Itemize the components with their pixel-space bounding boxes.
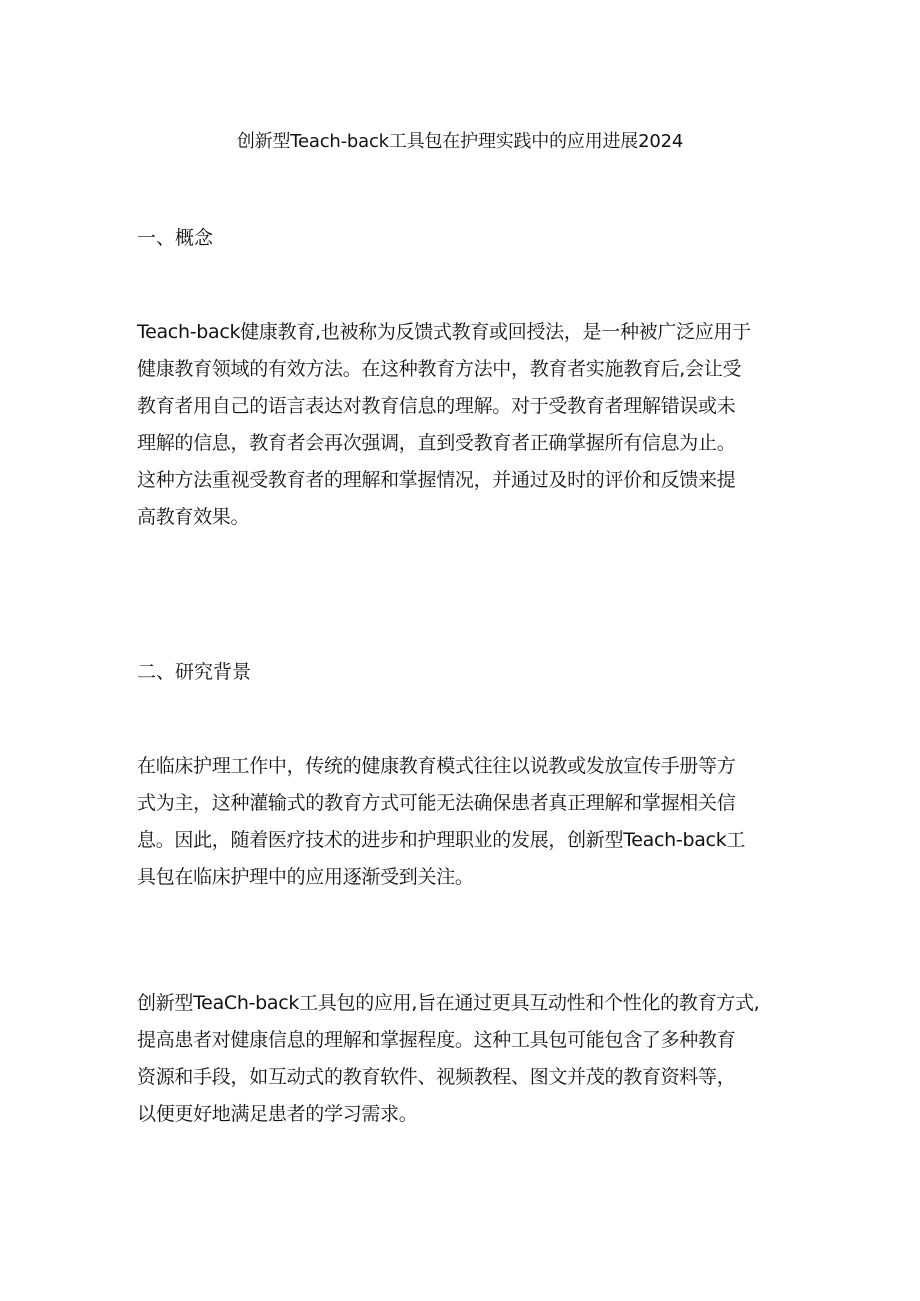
paragraph-line: Teach-back健康教育,也被称为反馈式教育或回授法，是一种被广泛应用于 [137,321,751,343]
paragraph-line: 高教育效果。 [137,506,250,528]
section-heading-concept: 一、概念 [137,227,214,249]
paragraph-line: 教育者用自己的语言表达对教育信息的理解。对于受教育者理解错误或未 [137,395,736,417]
paragraph-concept [137,314,797,536]
paragraph-line: 在临床护理工作中，传统的健康教育模式往往以说教或发放宣传手册等方 [137,755,736,777]
paragraph-line: 这种方法重视受教育者的理解和掌握情况，并通过及时的评价和反馈来提 [137,469,736,491]
paragraph-background-1 [137,748,797,896]
paragraph-line: 创新型TeaCh-back工具包的应用,旨在通过更具互动性和个性化的教育方式, [137,992,760,1014]
document-title: 创新型Teach-back工具包在护理实践中的应用进展2024 [236,131,684,152]
paragraph-line: 式为主，这种灌输式的教育方式可能无法确保患者真正理解和掌握相关信 [137,792,736,814]
paragraph-line: 提高患者对健康信息的理解和掌握程度。这种工具包可能包含了多种教育 [137,1029,736,1051]
paragraph-line: 以便更好地满足患者的学习需求。 [137,1103,418,1125]
section-heading-background: 二、研究背景 [137,661,252,683]
paragraph-line: 理解的信息，教育者会再次强调，直到受教育者正确掌握所有信息为止。 [137,432,736,454]
paragraph-line: 具包在临床护理中的应用逐渐受到关注。 [137,866,474,888]
paragraph-background-2 [137,985,797,1133]
paragraph-line: 息。因此，随着医疗技术的进步和护理职业的发展，创新型Teach-back工 [137,829,746,851]
paragraph-line: 资源和手段，如互动式的教育软件、视频教程、图文并茂的教育资料等， [137,1066,736,1088]
paragraph-line: 健康教育领域的有效方法。在这种教育方法中，教育者实施教育后,会让受 [137,358,742,380]
